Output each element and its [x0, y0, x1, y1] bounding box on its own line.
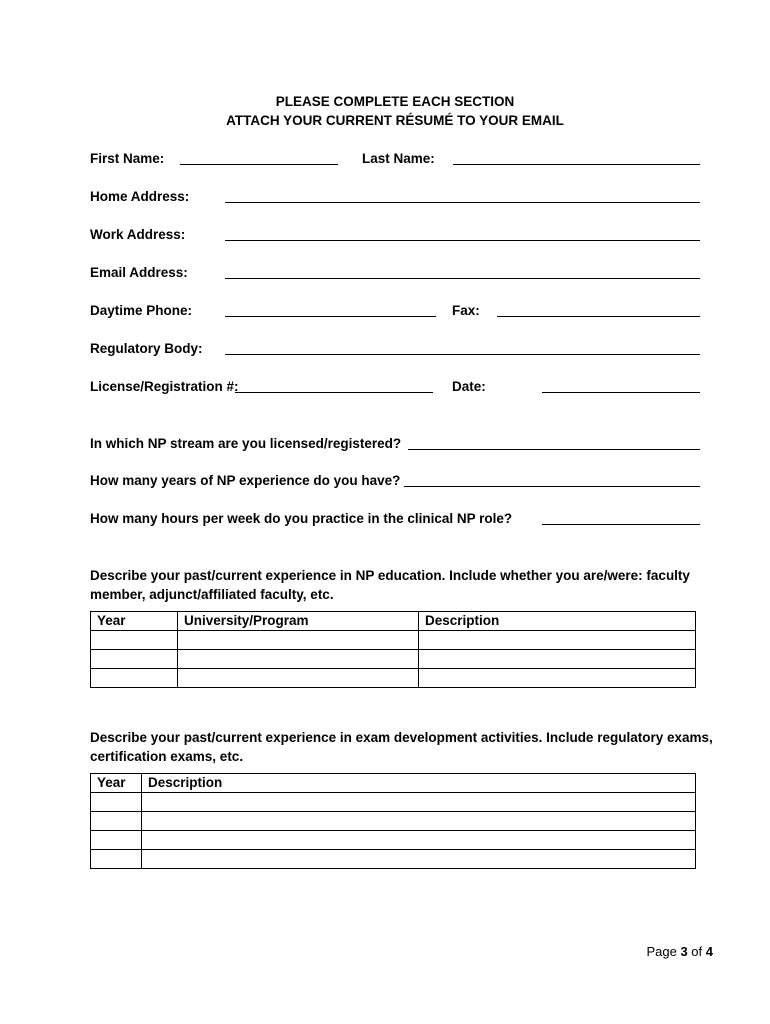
work-address-field[interactable] [225, 240, 700, 241]
fax-label: Fax: [452, 303, 480, 318]
education-prompt-line-1: Describe your past/current experience in NP education. Include whether you are/were: faculty [90, 568, 690, 583]
table-row [91, 850, 696, 869]
np-stream-field[interactable] [408, 449, 700, 450]
np-stream-question: In which NP stream are you licensed/registered? [90, 436, 402, 451]
years-experience-field[interactable] [404, 486, 700, 487]
table-cell[interactable] [178, 669, 419, 688]
table-header-row [91, 774, 696, 793]
table-row [91, 831, 696, 850]
table-row [91, 793, 696, 812]
table-cell[interactable] [91, 812, 142, 831]
work-address-label: Work Address: [90, 227, 186, 242]
home-address-field[interactable] [225, 202, 700, 203]
exam-prompt-line-1: Describe your past/current experience in exam development activities. Include regulatory exams, [90, 730, 713, 745]
page-current: 3 [680, 944, 688, 959]
date-field[interactable] [542, 392, 700, 393]
education-prompt-line-2: member, adjunct/affiliated faculty, etc. [90, 587, 334, 602]
regulatory-body-label: Regulatory Body: [90, 341, 203, 356]
daytime-phone-label: Daytime Phone: [90, 303, 193, 318]
education-year-header: Year [91, 612, 178, 631]
exam-year-header: Year [91, 774, 142, 793]
page-prefix: Page [646, 944, 681, 959]
table-cell[interactable] [91, 650, 178, 669]
table-cell[interactable] [419, 631, 696, 650]
education-table [90, 611, 696, 688]
license-label: License/Registration #: [90, 379, 239, 394]
email-address-label: Email Address: [90, 265, 188, 280]
daytime-phone-field[interactable] [225, 316, 436, 317]
table-row [91, 812, 696, 831]
fax-field[interactable] [497, 316, 700, 317]
table-cell[interactable] [178, 650, 419, 669]
hours-per-week-question: How many hours per week do you practice in the clinical NP role? [90, 511, 513, 526]
header-line-2: ATTACH YOUR CURRENT RÉSUMÉ TO YOUR EMAIL [226, 113, 564, 128]
page-middle: of [687, 944, 706, 959]
regulatory-body-field[interactable] [225, 354, 700, 355]
last-name-field[interactable] [453, 164, 700, 165]
table-cell[interactable] [419, 650, 696, 669]
hours-per-week-field[interactable] [542, 524, 700, 525]
table-cell[interactable] [419, 669, 696, 688]
last-name-label: Last Name: [362, 151, 435, 166]
exam-description-header: Description [142, 774, 696, 793]
date-label: Date: [452, 379, 486, 394]
table-cell[interactable] [91, 669, 178, 688]
table-row [91, 669, 696, 688]
table-cell[interactable] [91, 850, 142, 869]
table-cell[interactable] [178, 631, 419, 650]
first-name-field[interactable] [180, 164, 338, 165]
page-number [646, 944, 713, 960]
home-address-label: Home Address: [90, 189, 190, 204]
license-field[interactable] [235, 392, 433, 393]
education-program-header: University/Program [178, 612, 419, 631]
table-cell[interactable] [91, 793, 142, 812]
table-cell[interactable] [142, 831, 696, 850]
education-description-header: Description [419, 612, 696, 631]
page-total: 4 [705, 944, 713, 959]
table-header-row [91, 612, 696, 631]
exam-table [90, 773, 696, 869]
table-cell[interactable] [91, 831, 142, 850]
table-cell[interactable] [142, 850, 696, 869]
exam-prompt-line-2: certification exams, etc. [90, 749, 244, 764]
table-cell[interactable] [142, 793, 696, 812]
years-experience-question: How many years of NP experience do you have? [90, 473, 401, 488]
email-address-field[interactable] [225, 278, 700, 279]
table-row [91, 650, 696, 669]
table-row [91, 631, 696, 650]
table-cell[interactable] [91, 631, 178, 650]
header-line-1: PLEASE COMPLETE EACH SECTION [275, 94, 515, 109]
first-name-label: First Name: [90, 151, 165, 166]
table-cell[interactable] [142, 812, 696, 831]
